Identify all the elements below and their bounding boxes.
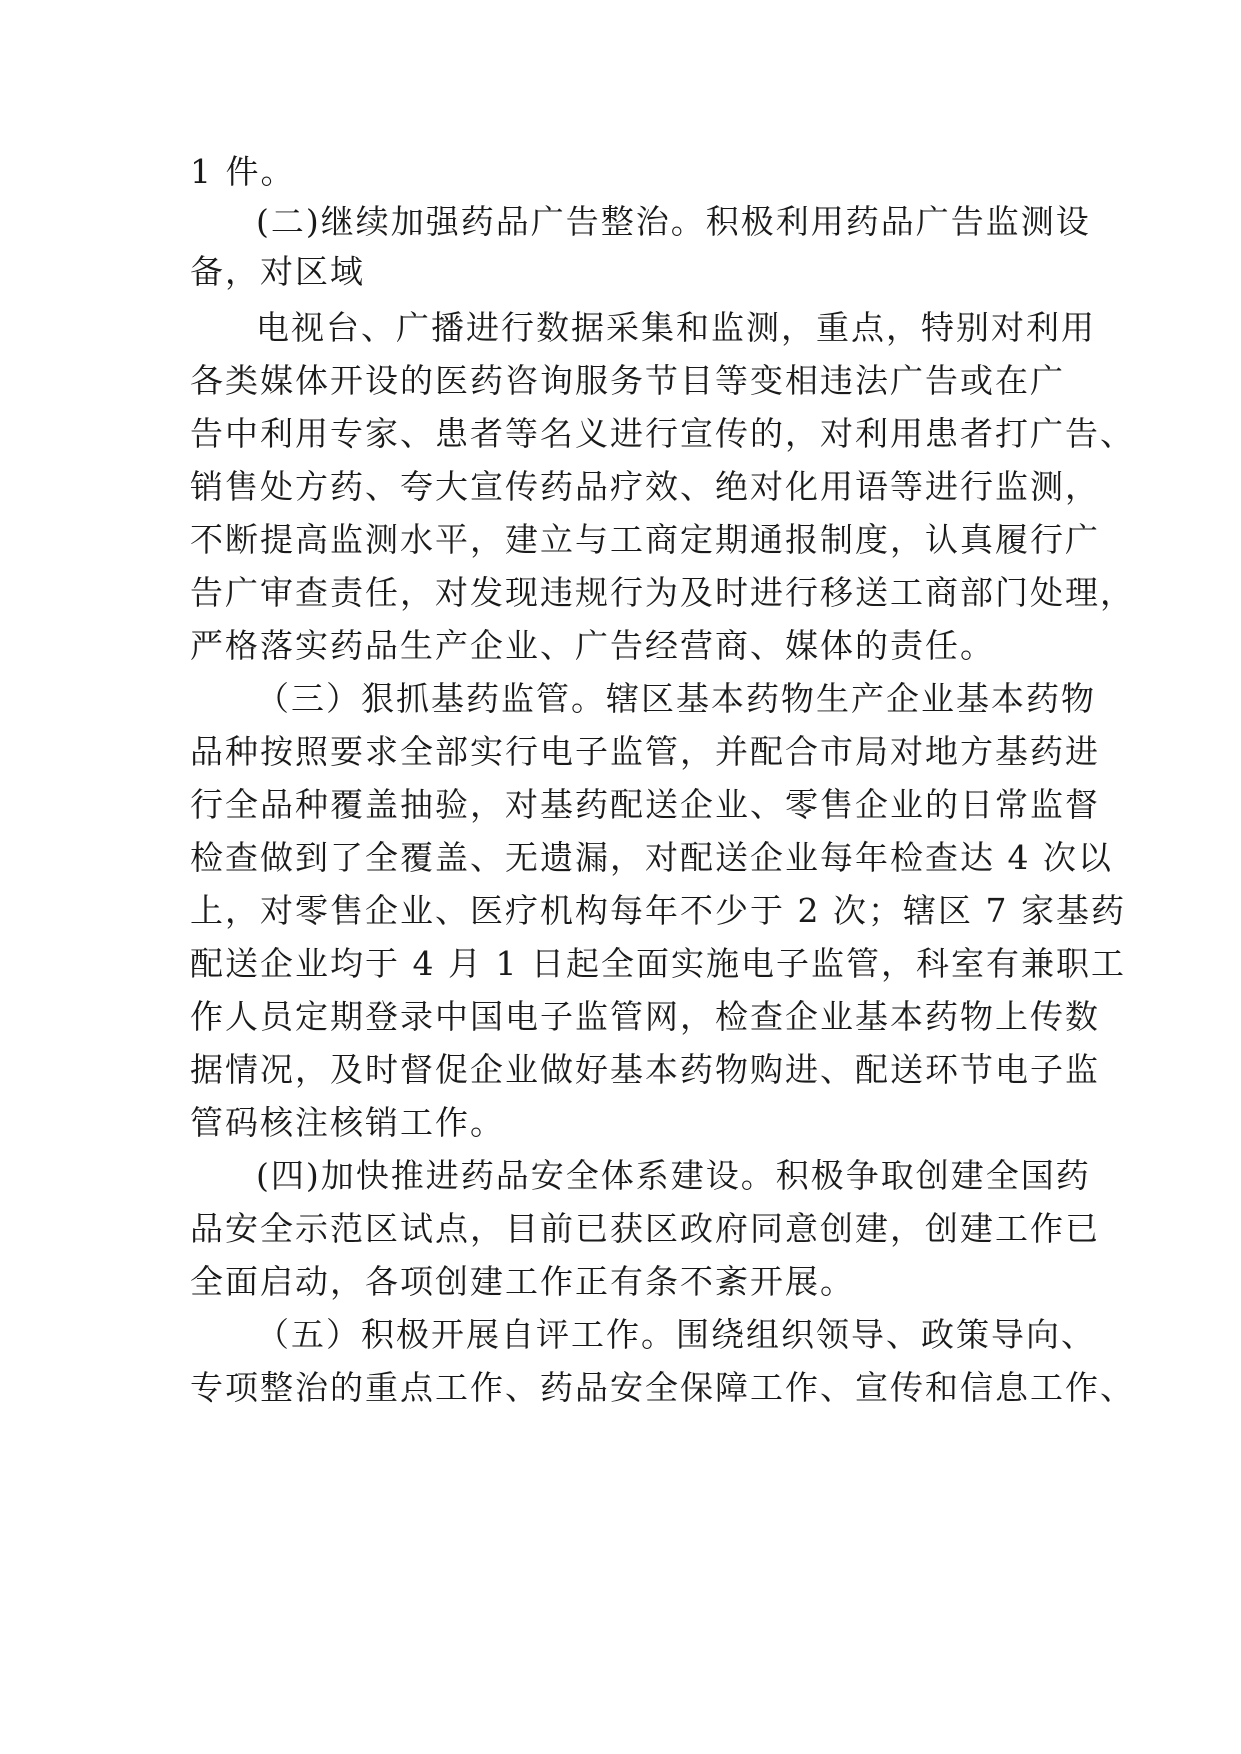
paragraph-start-line: （三）狠抓基药监管。辖区基本药物生产企业基本药物	[256, 679, 1096, 718]
text-line: 销售处方药、夸大宣传药品疗效、绝对化用语等进行监测，	[190, 467, 1100, 506]
text-line: 配送企业均于 4 月 1 日起全面实施电子监管，科室有兼职工	[190, 944, 1126, 983]
text-line: 严格落实药品生产企业、广告经营商、媒体的责任。	[190, 626, 995, 665]
paragraph-start-line: 电视台、广播进行数据采集和监测，重点，特别对利用	[256, 308, 1096, 347]
text-line: 上，对零售企业、医疗机构每年不少于 2 次；辖区 7 家基药	[190, 891, 1126, 930]
paragraph-start-line: （五）积极开展自评工作。围绕组织领导、政策导向、	[256, 1315, 1096, 1354]
text-line: 全面启动，各项创建工作正有条不紊开展。	[190, 1262, 855, 1301]
text-line: 作人员定期登录中国电子监管网，检查企业基本药物上传数	[190, 997, 1100, 1036]
text-line: 告广审查责任，对发现违规行为及时进行移送工商部门处理，	[190, 573, 1135, 612]
text-line: 管码核注核销工作。	[190, 1103, 505, 1142]
paragraph-start-line: (二)继续加强药品广告整治。积极利用药品广告监测设	[256, 202, 1091, 241]
text-line: 不断提高监测水平，建立与工商定期通报制度，认真履行广	[190, 520, 1100, 559]
text-line: 专项整治的重点工作、药品安全保障工作、宣传和信息工作、	[190, 1368, 1135, 1407]
text-line: 告中利用专家、患者等名义进行宣传的，对利用患者打广告、	[190, 414, 1135, 453]
text-line: 各类媒体开设的医药咨询服务节目等变相违法广告或在广	[190, 361, 1065, 400]
text-line: 备，对区域	[190, 252, 365, 291]
text-line: 品安全示范区试点，目前已获区政府同意创建，创建工作已	[190, 1209, 1100, 1248]
text-line: 检查做到了全覆盖、无遗漏，对配送企业每年检查达 4 次以	[190, 838, 1113, 877]
text-line: 品种按照要求全部实行电子监管，并配合市局对地方基药进	[190, 732, 1100, 771]
paragraph-start-line: (四)加快推进药品安全体系建设。积极争取创建全国药	[256, 1156, 1091, 1195]
text-line: 据情况，及时督促企业做好基本药物购进、配送环节电子监	[190, 1050, 1100, 1089]
text-line: 行全品种覆盖抽验，对基药配送企业、零售企业的日常监督	[190, 785, 1100, 824]
text-line: 1 件。	[190, 152, 296, 191]
